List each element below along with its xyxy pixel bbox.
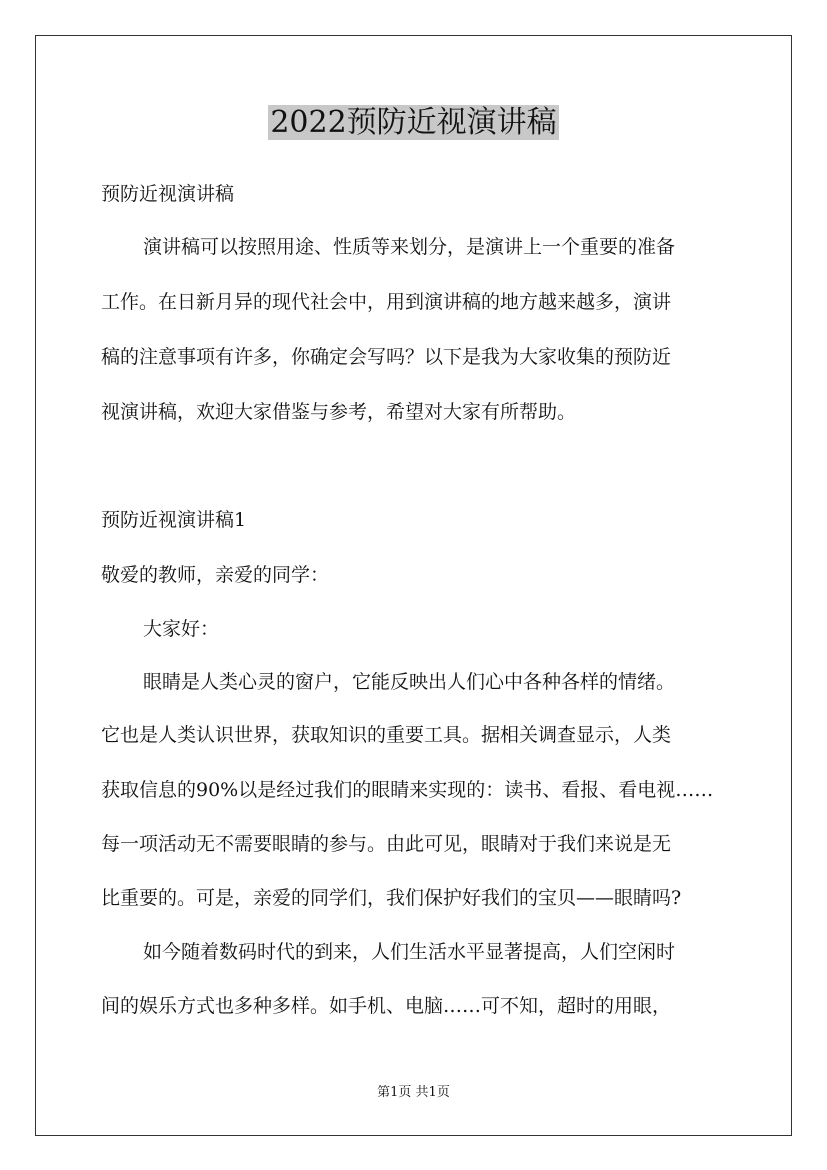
paragraph-line: 它也是人类认识世界，获取知识的重要工具。据相关调查显示，人类	[101, 724, 672, 746]
document-title-text: 2022预防近视演讲稿	[270, 105, 557, 140]
intro-line: 工作。在日新月异的现代社会中，用到演讲稿的地方越来越多，演讲	[101, 291, 672, 313]
paragraph-line: 眼睛是人类心灵的窗户，它能反映出人们心中各种各样的情绪。	[143, 671, 676, 693]
paragraph-line: 每一项活动无不需要眼睛的参与。由此可见，眼睛对于我们来说是无	[101, 833, 672, 855]
paragraph-line: 比重要的。可是，亲爱的同学们，我们保护好我们的宝贝——眼睛吗?	[101, 887, 682, 909]
intro-line: 视演讲稿，欢迎大家借鉴与参考，希望对大家有所帮助。	[101, 401, 577, 423]
paragraph-line: 获取信息的90%以是经过我们的眼睛来实现的：读书、看报、看电视……	[101, 779, 714, 801]
page-number: 第1页 共1页	[377, 1085, 450, 1100]
greeting: 大家好：	[143, 618, 220, 640]
section-heading: 预防近视演讲稿1	[101, 509, 247, 531]
document-subtitle: 预防近视演讲稿	[101, 183, 235, 205]
intro-line: 演讲稿可以按照用途、性质等来划分，是演讲上一个重要的准备	[143, 236, 676, 258]
document-title	[0, 103, 827, 143]
intro-line: 稿的注意事项有许多，你确定会写吗？以下是我为大家收集的预防近	[101, 346, 672, 368]
paragraph-line: 如今随着数码时代的到来，人们生活水平显著提高，人们空闲时	[143, 941, 676, 963]
salutation: 敬爱的教师，亲爱的同学：	[101, 564, 330, 586]
paragraph-line: 间的娱乐方式也多种多样。如手机、电脑……可不知，超时的用眼，	[101, 995, 672, 1017]
